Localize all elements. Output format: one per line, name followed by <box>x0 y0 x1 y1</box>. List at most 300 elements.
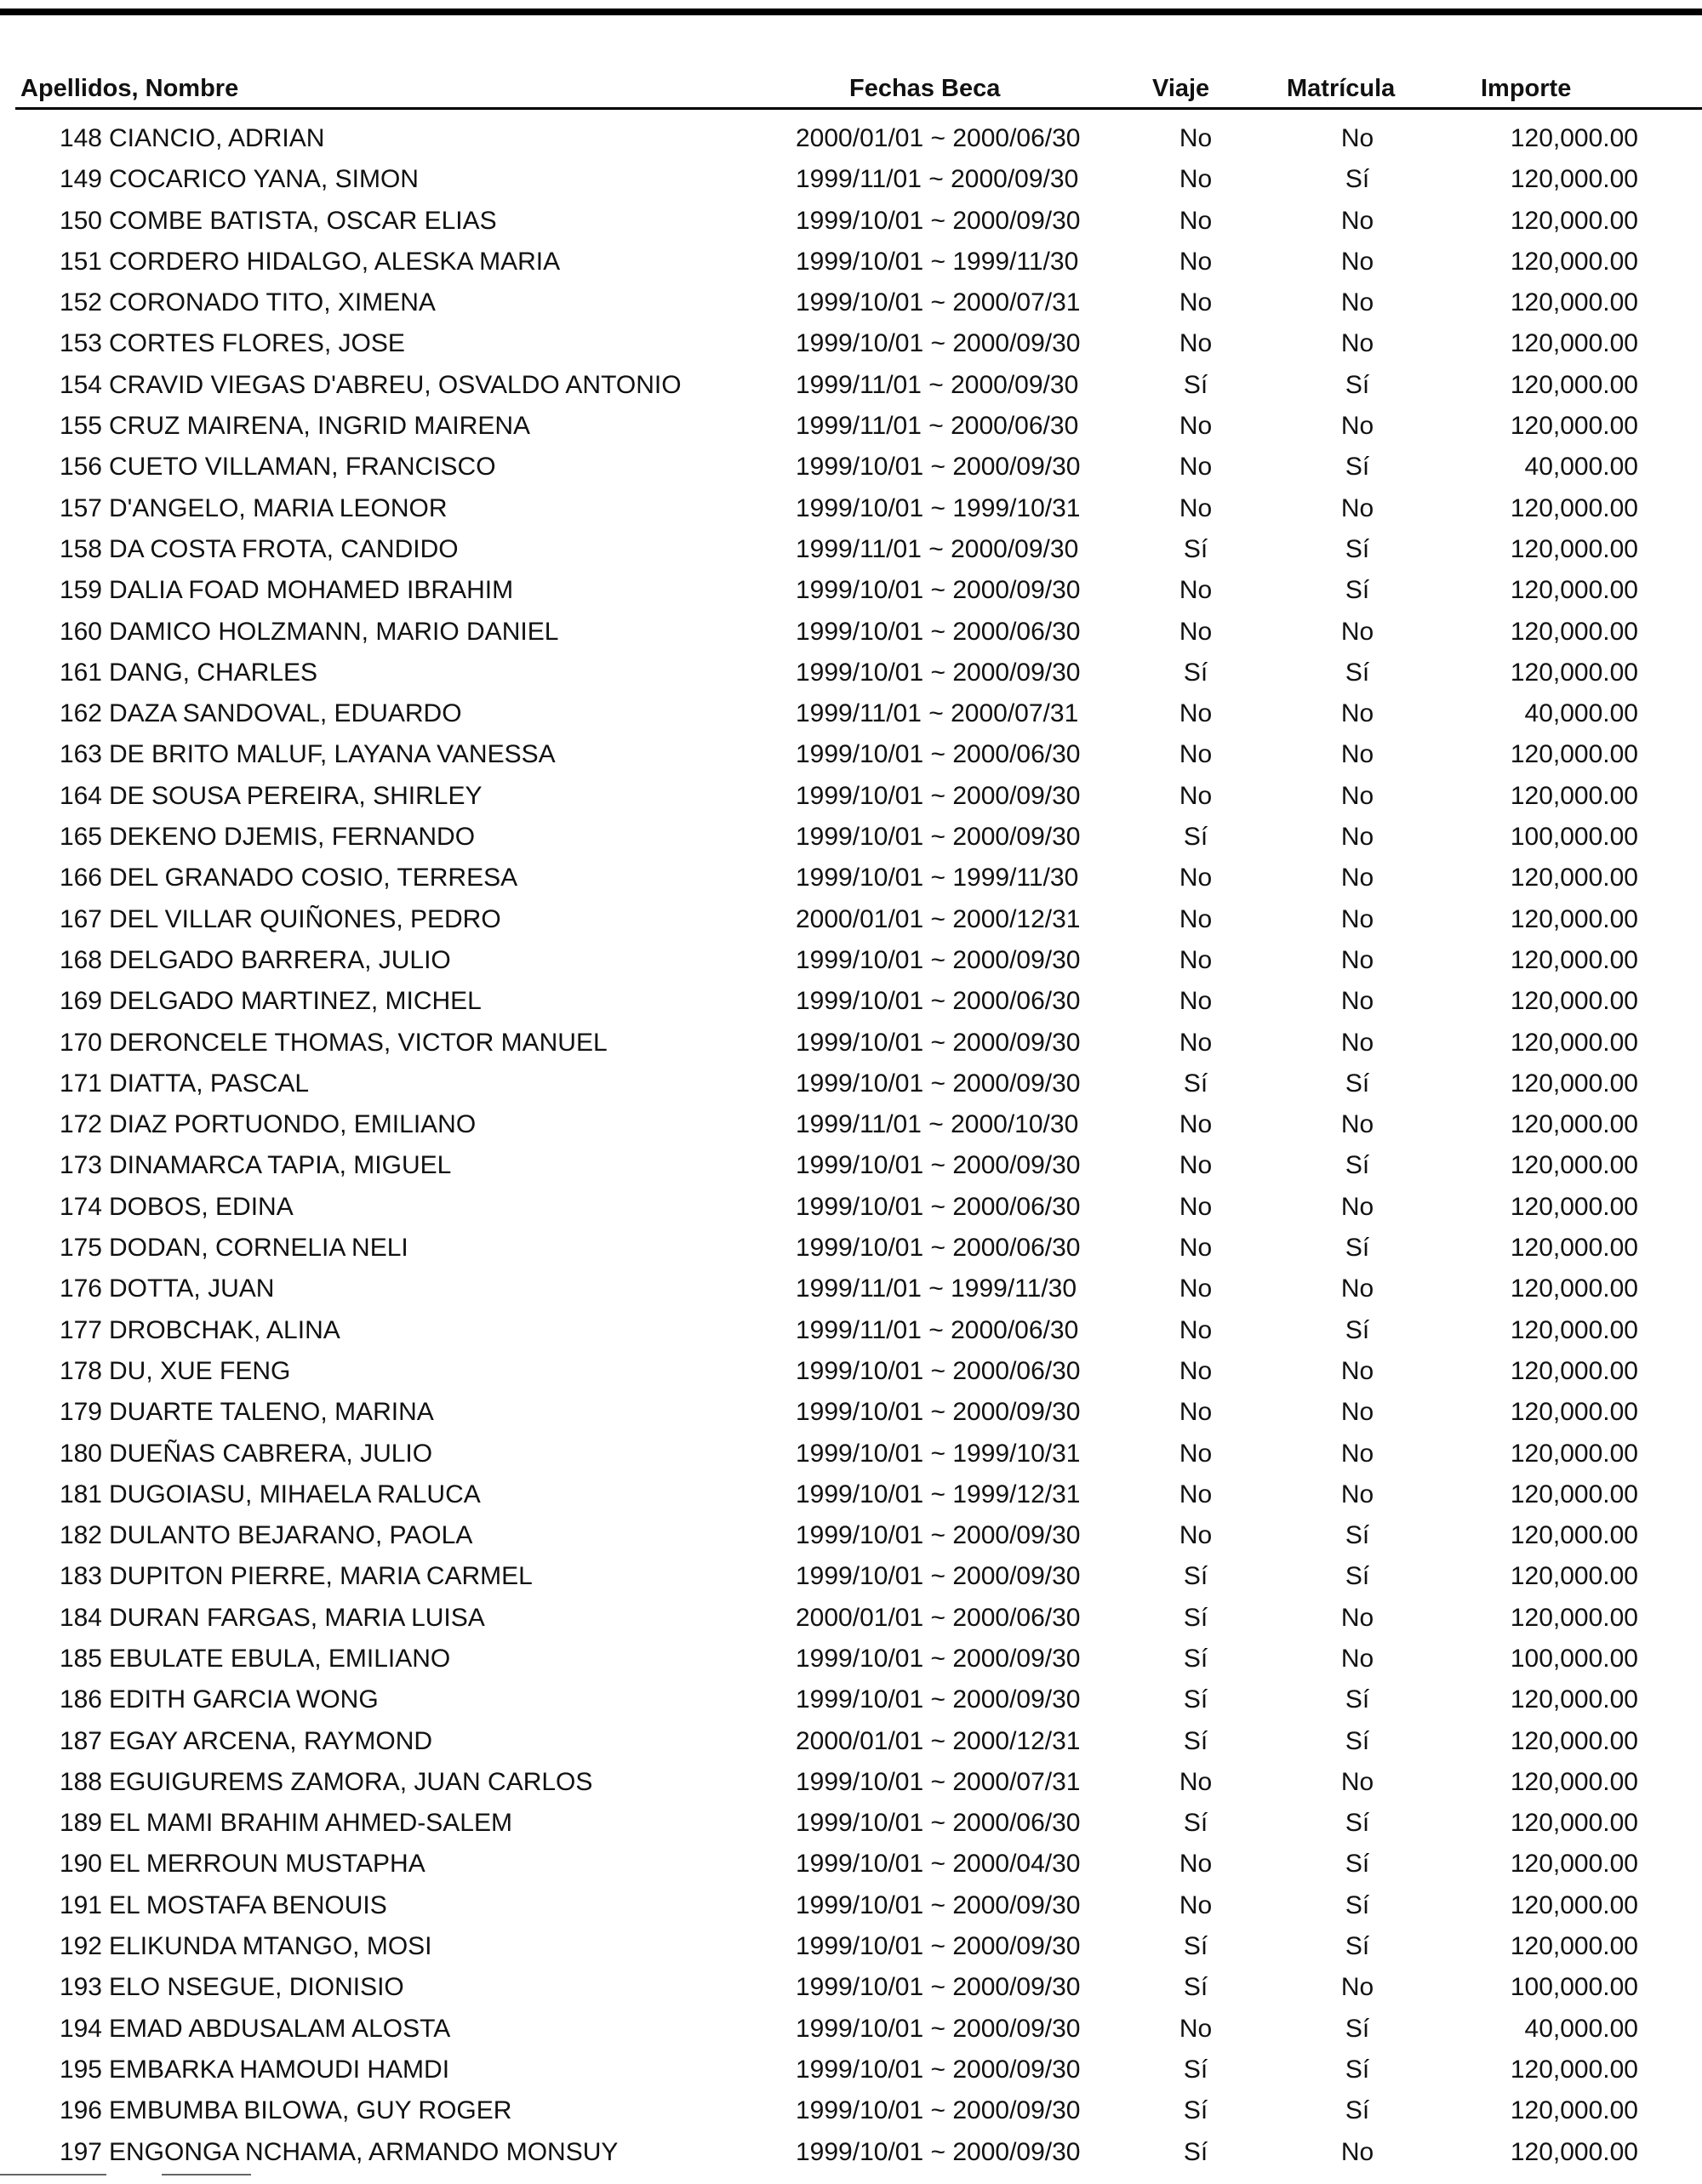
row-dates: 1999/10/01 ~ 2000/09/30 <box>796 329 1081 358</box>
row-travel: Sí <box>1183 658 1208 687</box>
row-tuition: No <box>1340 329 1374 358</box>
row-travel: Sí <box>1183 370 1208 399</box>
table-row <box>0 1105 1702 1146</box>
row-number: 156 <box>59 453 102 482</box>
row-travel: No <box>1179 1151 1213 1180</box>
row-amount: 120,000.00 <box>1510 1521 1638 1550</box>
row-number: 178 <box>59 1356 102 1385</box>
row-number: 149 <box>59 165 102 194</box>
row-number: 174 <box>59 1192 102 1221</box>
row-tuition: No <box>1340 1356 1374 1385</box>
row-dates: 1999/11/01 ~ 2000/09/30 <box>796 370 1079 399</box>
row-dates: 1999/10/01 ~ 2000/09/30 <box>796 206 1081 235</box>
row-amount: 120,000.00 <box>1510 1562 1638 1591</box>
row-name: DUARTE TALENO, MARINA <box>109 1398 434 1427</box>
row-travel: No <box>1179 1480 1213 1508</box>
row-tuition: No <box>1340 740 1374 769</box>
row-travel: Sí <box>1183 1644 1208 1673</box>
row-amount: 120,000.00 <box>1510 1809 1638 1838</box>
row-number: 171 <box>59 1069 102 1098</box>
row-dates: 1999/10/01 ~ 2000/06/30 <box>796 740 1081 769</box>
row-number: 155 <box>59 412 102 441</box>
row-number: 194 <box>59 2014 102 2043</box>
row-dates: 1999/10/01 ~ 2000/09/30 <box>796 1890 1081 1919</box>
row-dates: 1999/10/01 ~ 2000/06/30 <box>796 617 1081 646</box>
row-number: 197 <box>59 2137 102 2166</box>
row-tuition: No <box>1340 1110 1374 1139</box>
row-dates: 1999/10/01 ~ 2000/09/30 <box>796 1521 1081 1550</box>
row-amount: 120,000.00 <box>1510 370 1638 399</box>
row-number: 173 <box>59 1151 102 1180</box>
row-amount: 120,000.00 <box>1510 1398 1638 1427</box>
row-name: EL MAMI BRAHIM AHMED-SALEM <box>109 1809 512 1838</box>
row-tuition: Sí <box>1345 1685 1370 1714</box>
row-amount: 120,000.00 <box>1510 658 1638 687</box>
row-name: DERONCELE THOMAS, VICTOR MANUEL <box>109 1028 608 1057</box>
row-travel: No <box>1179 1356 1213 1385</box>
table-row <box>0 2010 1702 2050</box>
row-name: DURAN FARGAS, MARIA LUISA <box>109 1603 485 1632</box>
row-travel: No <box>1179 1767 1213 1796</box>
row-number: 179 <box>59 1398 102 1427</box>
row-dates: 1999/10/01 ~ 2000/09/30 <box>796 1644 1081 1673</box>
row-number: 190 <box>59 1850 102 1879</box>
row-name: EBULATE EBULA, EMILIANO <box>109 1644 451 1673</box>
row-travel: No <box>1179 1521 1213 1550</box>
row-tuition: No <box>1340 2137 1374 2166</box>
row-travel: No <box>1179 493 1213 522</box>
row-travel: No <box>1179 576 1213 605</box>
row-amount: 120,000.00 <box>1510 329 1638 358</box>
row-amount: 120,000.00 <box>1510 1110 1638 1139</box>
row-number: 163 <box>59 740 102 769</box>
row-name: DUEÑAS CABRERA, JULIO <box>109 1439 433 1468</box>
table-row <box>0 1352 1702 1393</box>
row-travel: No <box>1179 699 1213 728</box>
row-name: DINAMARCA TAPIA, MIGUEL <box>109 1151 452 1180</box>
row-dates: 1999/11/01 ~ 2000/10/30 <box>796 1110 1079 1139</box>
row-dates: 1999/10/01 ~ 2000/09/30 <box>796 781 1081 810</box>
row-number: 191 <box>59 1890 102 1919</box>
row-name: DIAZ PORTUONDO, EMILIANO <box>109 1110 477 1139</box>
table-row <box>0 119 1702 160</box>
table-row <box>0 1516 1702 1557</box>
row-name: CRAVID VIEGAS D'ABREU, OSVALDO ANTONIO <box>109 370 682 399</box>
row-dates: 2000/01/01 ~ 2000/12/31 <box>796 904 1081 933</box>
row-number: 167 <box>59 904 102 933</box>
row-tuition: No <box>1340 945 1374 974</box>
row-dates: 1999/10/01 ~ 2000/09/30 <box>796 1151 1081 1180</box>
row-travel: No <box>1179 288 1213 317</box>
row-dates: 1999/10/01 ~ 2000/09/30 <box>796 1685 1081 1714</box>
row-dates: 1999/10/01 ~ 1999/10/31 <box>796 493 1081 522</box>
row-amount: 120,000.00 <box>1510 987 1638 1016</box>
row-dates: 1999/10/01 ~ 2000/06/30 <box>796 1356 1081 1385</box>
row-dates: 1999/10/01 ~ 2000/06/30 <box>796 1234 1081 1263</box>
row-tuition: No <box>1340 987 1374 1016</box>
row-dates: 1999/10/01 ~ 1999/10/31 <box>796 1439 1081 1468</box>
table-row <box>0 1269 1702 1310</box>
row-number: 176 <box>59 1274 102 1303</box>
row-dates: 1999/10/01 ~ 2000/09/30 <box>796 823 1081 852</box>
row-name: DELGADO MARTINEZ, MICHEL <box>109 987 482 1016</box>
row-number: 150 <box>59 206 102 235</box>
row-tuition: No <box>1340 124 1374 152</box>
row-dates: 1999/10/01 ~ 1999/11/30 <box>796 247 1079 276</box>
header-travel: Viaje <box>1152 75 1210 102</box>
table-row <box>0 1804 1702 1845</box>
row-dates: 1999/10/01 ~ 2000/09/30 <box>796 1973 1081 2002</box>
row-tuition: Sí <box>1345 1521 1370 1550</box>
row-travel: Sí <box>1183 1069 1208 1098</box>
row-tuition: No <box>1340 1973 1374 2002</box>
row-number: 182 <box>59 1521 102 1550</box>
row-name: DEL GRANADO COSIO, TERRESA <box>109 864 518 892</box>
table-row <box>0 1886 1702 1927</box>
table-row <box>0 1434 1702 1475</box>
row-tuition: No <box>1340 247 1374 276</box>
row-name: DUPITON PIERRE, MARIA CARMEL <box>109 1562 533 1591</box>
table-row <box>0 489 1702 530</box>
row-amount: 100,000.00 <box>1510 823 1638 852</box>
table-row <box>0 694 1702 735</box>
row-dates: 1999/10/01 ~ 2000/09/30 <box>796 1932 1081 1961</box>
row-travel: Sí <box>1183 1973 1208 2002</box>
row-amount: 120,000.00 <box>1510 1028 1638 1057</box>
row-travel: Sí <box>1183 534 1208 563</box>
row-travel: Sí <box>1183 1932 1208 1961</box>
row-tuition: No <box>1340 412 1374 441</box>
row-travel: Sí <box>1183 1726 1208 1755</box>
row-number: 183 <box>59 1562 102 1591</box>
table-row <box>0 1229 1702 1269</box>
row-tuition: No <box>1340 1274 1374 1303</box>
table-row <box>0 160 1702 201</box>
row-name: CIANCIO, ADRIAN <box>109 124 325 152</box>
row-name: DIATTA, PASCAL <box>109 1069 310 1098</box>
table-row <box>0 1475 1702 1516</box>
row-number: 195 <box>59 2055 102 2084</box>
table-row <box>0 1024 1702 1064</box>
row-dates: 1999/10/01 ~ 2000/09/30 <box>796 2096 1081 2125</box>
row-travel: Sí <box>1183 1603 1208 1632</box>
row-travel: Sí <box>1183 1685 1208 1714</box>
row-amount: 120,000.00 <box>1510 1192 1638 1221</box>
row-dates: 2000/01/01 ~ 2000/06/30 <box>796 124 1081 152</box>
row-amount: 120,000.00 <box>1510 1685 1638 1714</box>
row-tuition: Sí <box>1345 165 1370 194</box>
row-travel: No <box>1179 1890 1213 1919</box>
row-number: 180 <box>59 1439 102 1468</box>
row-travel: Sí <box>1183 2137 1208 2166</box>
row-tuition: No <box>1340 1028 1374 1057</box>
row-amount: 120,000.00 <box>1510 781 1638 810</box>
row-name: ENGONGA NCHAMA, ARMANDO MONSUY <box>109 2137 619 2166</box>
row-tuition: Sí <box>1345 453 1370 482</box>
row-name: DOTTA, JUAN <box>109 1274 275 1303</box>
header-amount: Importe <box>1481 75 1572 102</box>
footer-mark <box>162 2174 251 2175</box>
row-travel: No <box>1179 904 1213 933</box>
row-amount: 120,000.00 <box>1510 2055 1638 2084</box>
row-tuition: No <box>1340 781 1374 810</box>
row-name: DEL VILLAR QUIÑONES, PEDRO <box>109 904 501 933</box>
top-rule <box>0 9 1702 15</box>
table-row <box>0 571 1702 612</box>
row-tuition: Sí <box>1345 1069 1370 1098</box>
row-travel: No <box>1179 1234 1213 1263</box>
row-number: 164 <box>59 781 102 810</box>
row-amount: 120,000.00 <box>1510 1890 1638 1919</box>
row-travel: Sí <box>1183 2055 1208 2084</box>
row-dates: 2000/01/01 ~ 2000/06/30 <box>796 1603 1081 1632</box>
row-name: DAMICO HOLZMANN, MARIO DANIEL <box>109 617 559 646</box>
row-travel: No <box>1179 1274 1213 1303</box>
table-row <box>0 1311 1702 1352</box>
row-dates: 1999/10/01 ~ 2000/09/30 <box>796 658 1081 687</box>
row-amount: 40,000.00 <box>1524 2014 1638 2043</box>
row-number: 175 <box>59 1234 102 1263</box>
row-number: 186 <box>59 1685 102 1714</box>
row-dates: 1999/10/01 ~ 2000/09/30 <box>796 2055 1081 2084</box>
row-amount: 120,000.00 <box>1510 1274 1638 1303</box>
row-number: 170 <box>59 1028 102 1057</box>
table-row <box>0 1722 1702 1763</box>
row-name: ELIKUNDA MTANGO, MOSI <box>109 1932 432 1961</box>
row-tuition: No <box>1340 864 1374 892</box>
row-amount: 120,000.00 <box>1510 740 1638 769</box>
row-dates: 1999/10/01 ~ 2000/09/30 <box>796 2137 1081 2166</box>
row-name: EDITH GARCIA WONG <box>109 1685 379 1714</box>
row-dates: 1999/11/01 ~ 2000/06/30 <box>796 1315 1079 1344</box>
table-row <box>0 653 1702 694</box>
table-row <box>0 407 1702 448</box>
row-number: 151 <box>59 247 102 276</box>
row-tuition: Sí <box>1345 1562 1370 1591</box>
table-row <box>0 1064 1702 1105</box>
row-number: 154 <box>59 370 102 399</box>
row-amount: 120,000.00 <box>1510 1932 1638 1961</box>
row-travel: No <box>1179 412 1213 441</box>
row-tuition: Sí <box>1345 2014 1370 2043</box>
row-amount: 120,000.00 <box>1510 1151 1638 1180</box>
row-name: CRUZ MAIRENA, INGRID MAIRENA <box>109 412 531 441</box>
scholarship-table <box>0 119 1702 2174</box>
row-tuition: No <box>1340 1603 1374 1632</box>
row-name: EMAD ABDUSALAM ALOSTA <box>109 2014 451 2043</box>
row-number: 192 <box>59 1932 102 1961</box>
row-travel: No <box>1179 165 1213 194</box>
row-tuition: No <box>1340 617 1374 646</box>
row-tuition: Sí <box>1345 1809 1370 1838</box>
row-dates: 1999/10/01 ~ 2000/09/30 <box>796 2014 1081 2043</box>
row-dates: 1999/10/01 ~ 1999/12/31 <box>796 1480 1081 1508</box>
row-dates: 1999/11/01 ~ 2000/09/30 <box>796 534 1079 563</box>
row-travel: No <box>1179 945 1213 974</box>
table-row <box>0 1557 1702 1598</box>
row-amount: 100,000.00 <box>1510 1973 1638 2002</box>
row-amount: 120,000.00 <box>1510 124 1638 152</box>
row-name: CORONADO TITO, XIMENA <box>109 288 436 317</box>
row-number: 148 <box>59 124 102 152</box>
table-row <box>0 777 1702 818</box>
table-row <box>0 2050 1702 2091</box>
row-travel: Sí <box>1183 1809 1208 1838</box>
table-row <box>0 242 1702 283</box>
row-travel: No <box>1179 206 1213 235</box>
row-travel: No <box>1179 864 1213 892</box>
row-tuition: No <box>1340 1480 1374 1508</box>
row-name: ELO NSEGUE, DIONISIO <box>109 1973 404 2002</box>
row-tuition: No <box>1340 823 1374 852</box>
table-row <box>0 982 1702 1023</box>
row-tuition: Sí <box>1345 658 1370 687</box>
row-dates: 1999/10/01 ~ 2000/09/30 <box>796 945 1081 974</box>
row-dates: 1999/10/01 ~ 2000/09/30 <box>796 576 1081 605</box>
row-name: DE BRITO MALUF, LAYANA VANESSA <box>109 740 556 769</box>
row-name: DA COSTA FROTA, CANDIDO <box>109 534 459 563</box>
row-amount: 120,000.00 <box>1510 945 1638 974</box>
row-tuition: No <box>1340 699 1374 728</box>
table-row <box>0 1393 1702 1434</box>
row-tuition: No <box>1340 1767 1374 1796</box>
row-name: D'ANGELO, MARIA LEONOR <box>109 493 448 522</box>
header-name: Apellidos, Nombre <box>20 75 239 102</box>
row-travel: No <box>1179 124 1213 152</box>
row-name: DOBOS, EDINA <box>109 1192 294 1221</box>
row-amount: 120,000.00 <box>1510 2137 1638 2166</box>
row-travel: No <box>1179 740 1213 769</box>
row-tuition: Sí <box>1345 2055 1370 2084</box>
row-name: EMBUMBA BILOWA, GUY ROGER <box>109 2096 512 2125</box>
table-row <box>0 1927 1702 1968</box>
row-amount: 120,000.00 <box>1510 1603 1638 1632</box>
footer-mark <box>0 2174 106 2175</box>
table-row <box>0 613 1702 653</box>
row-amount: 120,000.00 <box>1510 2096 1638 2125</box>
table-row <box>0 1639 1702 1680</box>
row-amount: 120,000.00 <box>1510 1069 1638 1098</box>
row-travel: No <box>1179 1110 1213 1139</box>
row-amount: 120,000.00 <box>1510 617 1638 646</box>
row-amount: 120,000.00 <box>1510 576 1638 605</box>
row-tuition: No <box>1340 904 1374 933</box>
row-amount: 120,000.00 <box>1510 288 1638 317</box>
row-dates: 1999/11/01 ~ 2000/09/30 <box>796 165 1079 194</box>
row-number: 158 <box>59 534 102 563</box>
row-tuition: Sí <box>1345 1850 1370 1879</box>
row-dates: 1999/10/01 ~ 2000/09/30 <box>796 1562 1081 1591</box>
row-amount: 120,000.00 <box>1510 1356 1638 1385</box>
row-travel: No <box>1179 1398 1213 1427</box>
row-travel: Sí <box>1183 2096 1208 2125</box>
row-amount: 120,000.00 <box>1510 904 1638 933</box>
row-dates: 2000/01/01 ~ 2000/12/31 <box>796 1726 1081 1755</box>
row-travel: No <box>1179 453 1213 482</box>
header-dates: Fechas Beca <box>849 75 1001 102</box>
row-name: EGUIGUREMS ZAMORA, JUAN CARLOS <box>109 1767 593 1796</box>
table-row <box>0 448 1702 488</box>
row-name: DUGOIASU, MIHAELA RALUCA <box>109 1480 481 1508</box>
row-travel: Sí <box>1183 1562 1208 1591</box>
row-name: EL MERROUN MUSTAPHA <box>109 1850 426 1879</box>
row-amount: 120,000.00 <box>1510 1315 1638 1344</box>
row-name: DEKENO DJEMIS, FERNANDO <box>109 823 476 852</box>
table-row <box>0 2133 1702 2174</box>
table-row <box>0 324 1702 365</box>
row-number: 161 <box>59 658 102 687</box>
table-row <box>0 202 1702 242</box>
row-tuition: No <box>1340 493 1374 522</box>
row-tuition: Sí <box>1345 370 1370 399</box>
row-dates: 1999/11/01 ~ 2000/06/30 <box>796 412 1079 441</box>
row-travel: No <box>1179 2014 1213 2043</box>
row-amount: 100,000.00 <box>1510 1644 1638 1673</box>
row-number: 162 <box>59 699 102 728</box>
row-number: 166 <box>59 864 102 892</box>
row-travel: No <box>1179 1850 1213 1879</box>
row-name: COMBE BATISTA, OSCAR ELIAS <box>109 206 497 235</box>
table-row <box>0 366 1702 407</box>
row-number: 177 <box>59 1315 102 1344</box>
table-row <box>0 1763 1702 1804</box>
row-number: 196 <box>59 2096 102 2125</box>
row-tuition: Sí <box>1345 1726 1370 1755</box>
row-amount: 40,000.00 <box>1524 699 1638 728</box>
table-row <box>0 1599 1702 1639</box>
row-amount: 120,000.00 <box>1510 206 1638 235</box>
row-name: DODAN, CORNELIA NELI <box>109 1234 408 1263</box>
table-row <box>0 283 1702 324</box>
row-number: 169 <box>59 987 102 1016</box>
row-dates: 1999/10/01 ~ 2000/06/30 <box>796 1809 1081 1838</box>
table-row <box>0 858 1702 899</box>
row-number: 157 <box>59 493 102 522</box>
row-dates: 1999/11/01 ~ 2000/07/31 <box>796 699 1079 728</box>
row-number: 152 <box>59 288 102 317</box>
row-name: EGAY ARCENA, RAYMOND <box>109 1726 433 1755</box>
table-row <box>0 941 1702 982</box>
row-tuition: Sí <box>1345 534 1370 563</box>
row-travel: No <box>1179 247 1213 276</box>
row-amount: 120,000.00 <box>1510 534 1638 563</box>
row-name: DROBCHAK, ALINA <box>109 1315 340 1344</box>
row-travel: No <box>1179 1028 1213 1057</box>
row-travel: No <box>1179 1315 1213 1344</box>
row-travel: No <box>1179 781 1213 810</box>
table-row <box>0 1845 1702 1885</box>
row-dates: 1999/10/01 ~ 2000/04/30 <box>796 1850 1081 1879</box>
table-row <box>0 1146 1702 1187</box>
row-dates: 1999/10/01 ~ 2000/06/30 <box>796 987 1081 1016</box>
row-tuition: Sí <box>1345 576 1370 605</box>
row-name: DALIA FOAD MOHAMED IBRAHIM <box>109 576 514 605</box>
row-amount: 120,000.00 <box>1510 247 1638 276</box>
row-travel: No <box>1179 1192 1213 1221</box>
row-name: COCARICO YANA, SIMON <box>109 165 419 194</box>
row-number: 160 <box>59 617 102 646</box>
table-row <box>0 1188 1702 1229</box>
table-row <box>0 530 1702 571</box>
row-tuition: No <box>1340 1644 1374 1673</box>
row-amount: 120,000.00 <box>1510 1850 1638 1879</box>
row-name: CUETO VILLAMAN, FRANCISCO <box>109 453 496 482</box>
row-number: 184 <box>59 1603 102 1632</box>
row-tuition: No <box>1340 1439 1374 1468</box>
row-dates: 1999/10/01 ~ 2000/09/30 <box>796 1069 1081 1098</box>
row-dates: 1999/10/01 ~ 2000/07/31 <box>796 1767 1081 1796</box>
row-tuition: No <box>1340 1398 1374 1427</box>
